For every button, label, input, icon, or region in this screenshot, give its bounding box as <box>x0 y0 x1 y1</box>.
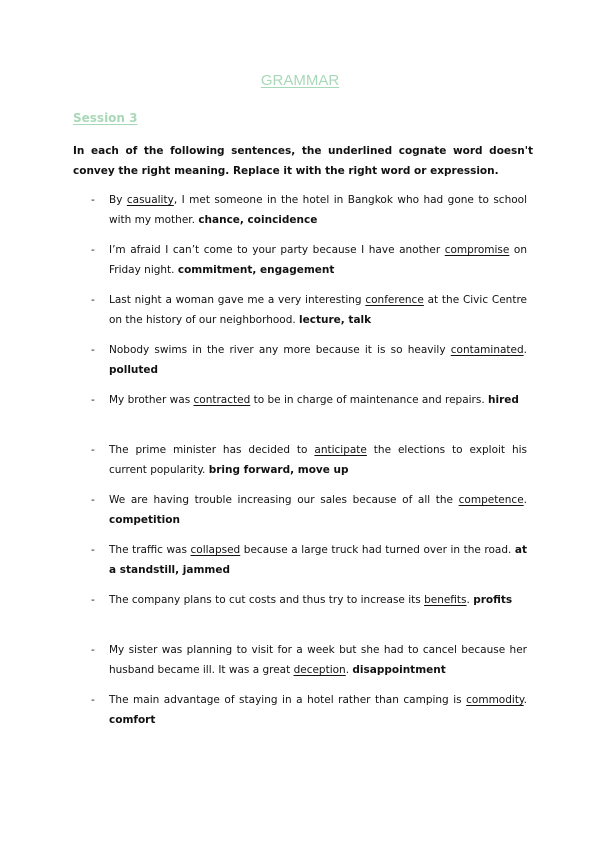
answer: hired <box>488 394 519 406</box>
sentence-before: The prime minister has decided to <box>109 444 315 456</box>
session-heading: Session 3 <box>73 111 138 125</box>
list-dash: - <box>91 444 95 456</box>
list-dash: - <box>91 644 95 656</box>
answer: bring forward, move up <box>208 464 349 476</box>
sentence-after: the elections to exploit his current popularity. <box>109 444 527 476</box>
list-dash: - <box>91 494 95 506</box>
sentence-before: My sister was planning to visit for a week but she had to cancel because her husband became ill. It was a great <box>109 644 527 676</box>
sentence-before: The main advantage of staying in a hotel rather than camping is <box>109 694 467 706</box>
sentence-after: on Friday night. <box>109 244 527 276</box>
list-dash: - <box>91 594 95 606</box>
sentence-after: . <box>523 694 527 706</box>
answer: profits <box>473 594 513 606</box>
sentence <box>109 690 527 730</box>
sentence-after: at the Civic Centre on the history of our neighborhood. <box>109 294 527 326</box>
sentence-before: The company plans to cut costs and thus try to increase its <box>109 594 425 606</box>
answer: polluted <box>109 364 159 376</box>
list-dash: - <box>91 344 95 356</box>
underlined-word: conference <box>365 294 424 306</box>
page-title: GRAMMAR <box>260 72 340 89</box>
sentence-after: . <box>523 494 527 506</box>
underlined-word: anticipate <box>314 444 367 456</box>
underlined-word: contaminated <box>450 344 524 356</box>
instructions: In each of the following sentences, the underlined cognate word doesn't convey the right meaning. Replace it with the right word or expression. <box>73 145 533 177</box>
list-dash: - <box>91 694 95 706</box>
sentence <box>109 390 527 410</box>
sentence-after: . <box>466 594 474 606</box>
sentence <box>109 640 527 680</box>
answer: competition <box>109 514 180 526</box>
list-dash: - <box>91 244 95 256</box>
sentence <box>109 290 527 330</box>
answer: disappointment <box>352 664 446 676</box>
list-dash: - <box>91 194 95 206</box>
sentence-after: because a large truck had turned over in the road. <box>240 544 515 556</box>
underlined-word: contracted <box>193 394 251 406</box>
sentence <box>109 540 527 580</box>
sentence <box>109 240 527 280</box>
sentence-before: I’m afraid I can’t come to your party because I have another <box>109 244 445 256</box>
sentence-after: . <box>345 664 353 676</box>
underlined-word: casuality <box>126 194 174 206</box>
sentence <box>109 440 527 480</box>
answer: commitment, engagement <box>177 264 335 276</box>
sentence-before: Nobody swims in the river any more because it is so heavily <box>109 344 451 356</box>
sentence-before: My brother was <box>109 394 194 406</box>
sentence <box>109 490 527 530</box>
underlined-word: commodity <box>466 694 524 706</box>
answer: comfort <box>109 714 156 726</box>
sentence-after: . <box>523 344 527 356</box>
answer: at a standstill, jammed <box>109 544 527 576</box>
sentence-before: The traffic was <box>109 544 191 556</box>
underlined-word: competence <box>458 494 524 506</box>
underlined-word: deception <box>293 664 346 676</box>
answer: chance, coincidence <box>198 214 318 226</box>
list-dash: - <box>91 394 95 406</box>
list-dash: - <box>91 294 95 306</box>
underlined-word: collapsed <box>190 544 241 556</box>
sentence <box>109 190 527 230</box>
sentence <box>109 340 527 380</box>
underlined-word: compromise <box>444 244 510 256</box>
sentence-before: Last night a woman gave me a very interesting <box>109 294 366 306</box>
sentence-after: , I met someone in the hotel in Bangkok who had gone to school with my mother. <box>109 194 527 226</box>
sentence-before: By <box>109 194 127 206</box>
sentence <box>109 590 527 610</box>
sentence-after: to be in charge of maintenance and repairs. <box>250 394 489 406</box>
underlined-word: benefits <box>424 594 467 606</box>
sentence-before: We are having trouble increasing our sales because of all the <box>109 494 459 506</box>
list-dash: - <box>91 544 95 556</box>
answer: lecture, talk <box>299 314 372 326</box>
